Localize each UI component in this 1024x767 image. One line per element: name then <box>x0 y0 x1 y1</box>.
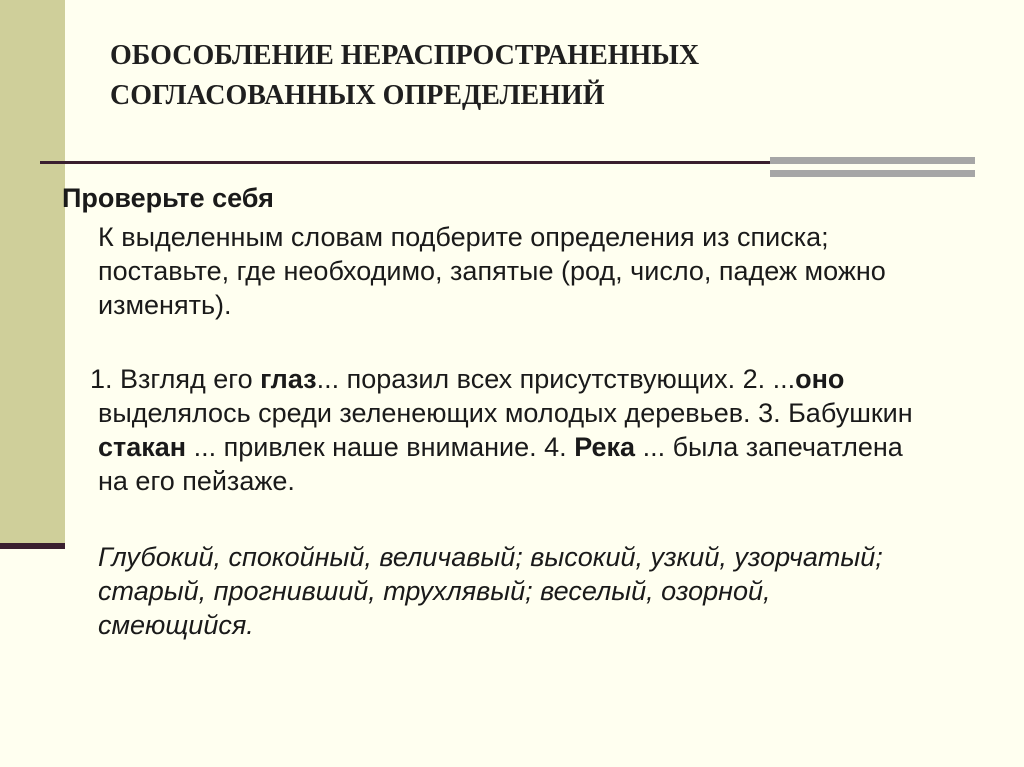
options-list: Глубокий, спокойный, величавый; высокий, узкий, узорчатый; старый, прогнивший, трухлявый; веселый, озорной, смеющийся. <box>98 542 883 640</box>
exercise-part-3: выделялось среди зеленеющих молодых деревьев. 3. Бабушкин <box>98 398 913 428</box>
exercise-part-4: ... привлек наше внимание. 4. <box>186 432 575 462</box>
exercise-part-2: ... поразил всех присутствующих. 2. ... <box>316 364 796 394</box>
exercise-part-1: 1. Взгляд его <box>90 364 261 394</box>
exercise-part-5: ... была запечатлена на его пейзаже. <box>98 432 903 496</box>
slide-title <box>110 36 970 116</box>
highlighted-word-reka: Река <box>574 432 636 462</box>
divider-accent-top <box>770 157 975 164</box>
highlighted-word-glaz: глаз <box>260 364 317 394</box>
slide-title-line-1: ОБОСОБЛЕНИЕ НЕРАСПРОСТРАНЕННЫХ <box>110 40 700 71</box>
divider-accent-bottom <box>770 170 975 177</box>
slide-title-line-2: СОГЛАСОВАННЫХ ОПРЕДЕЛЕНИЙ <box>110 80 605 111</box>
instruction-text: К выделенным словам подберите определения из списка; поставьте, где необходимо, запятые (род, число, падеж можно изменять). <box>98 222 886 320</box>
highlighted-word-stakan: стакан <box>98 432 187 462</box>
highlighted-word-ono: оно <box>795 364 845 394</box>
exercise-text <box>90 362 928 498</box>
slide-body <box>90 220 928 642</box>
left-band-underline <box>0 543 65 549</box>
left-decorative-band <box>0 0 65 549</box>
section-heading: Проверьте себя <box>62 183 274 213</box>
title-divider <box>40 161 770 164</box>
